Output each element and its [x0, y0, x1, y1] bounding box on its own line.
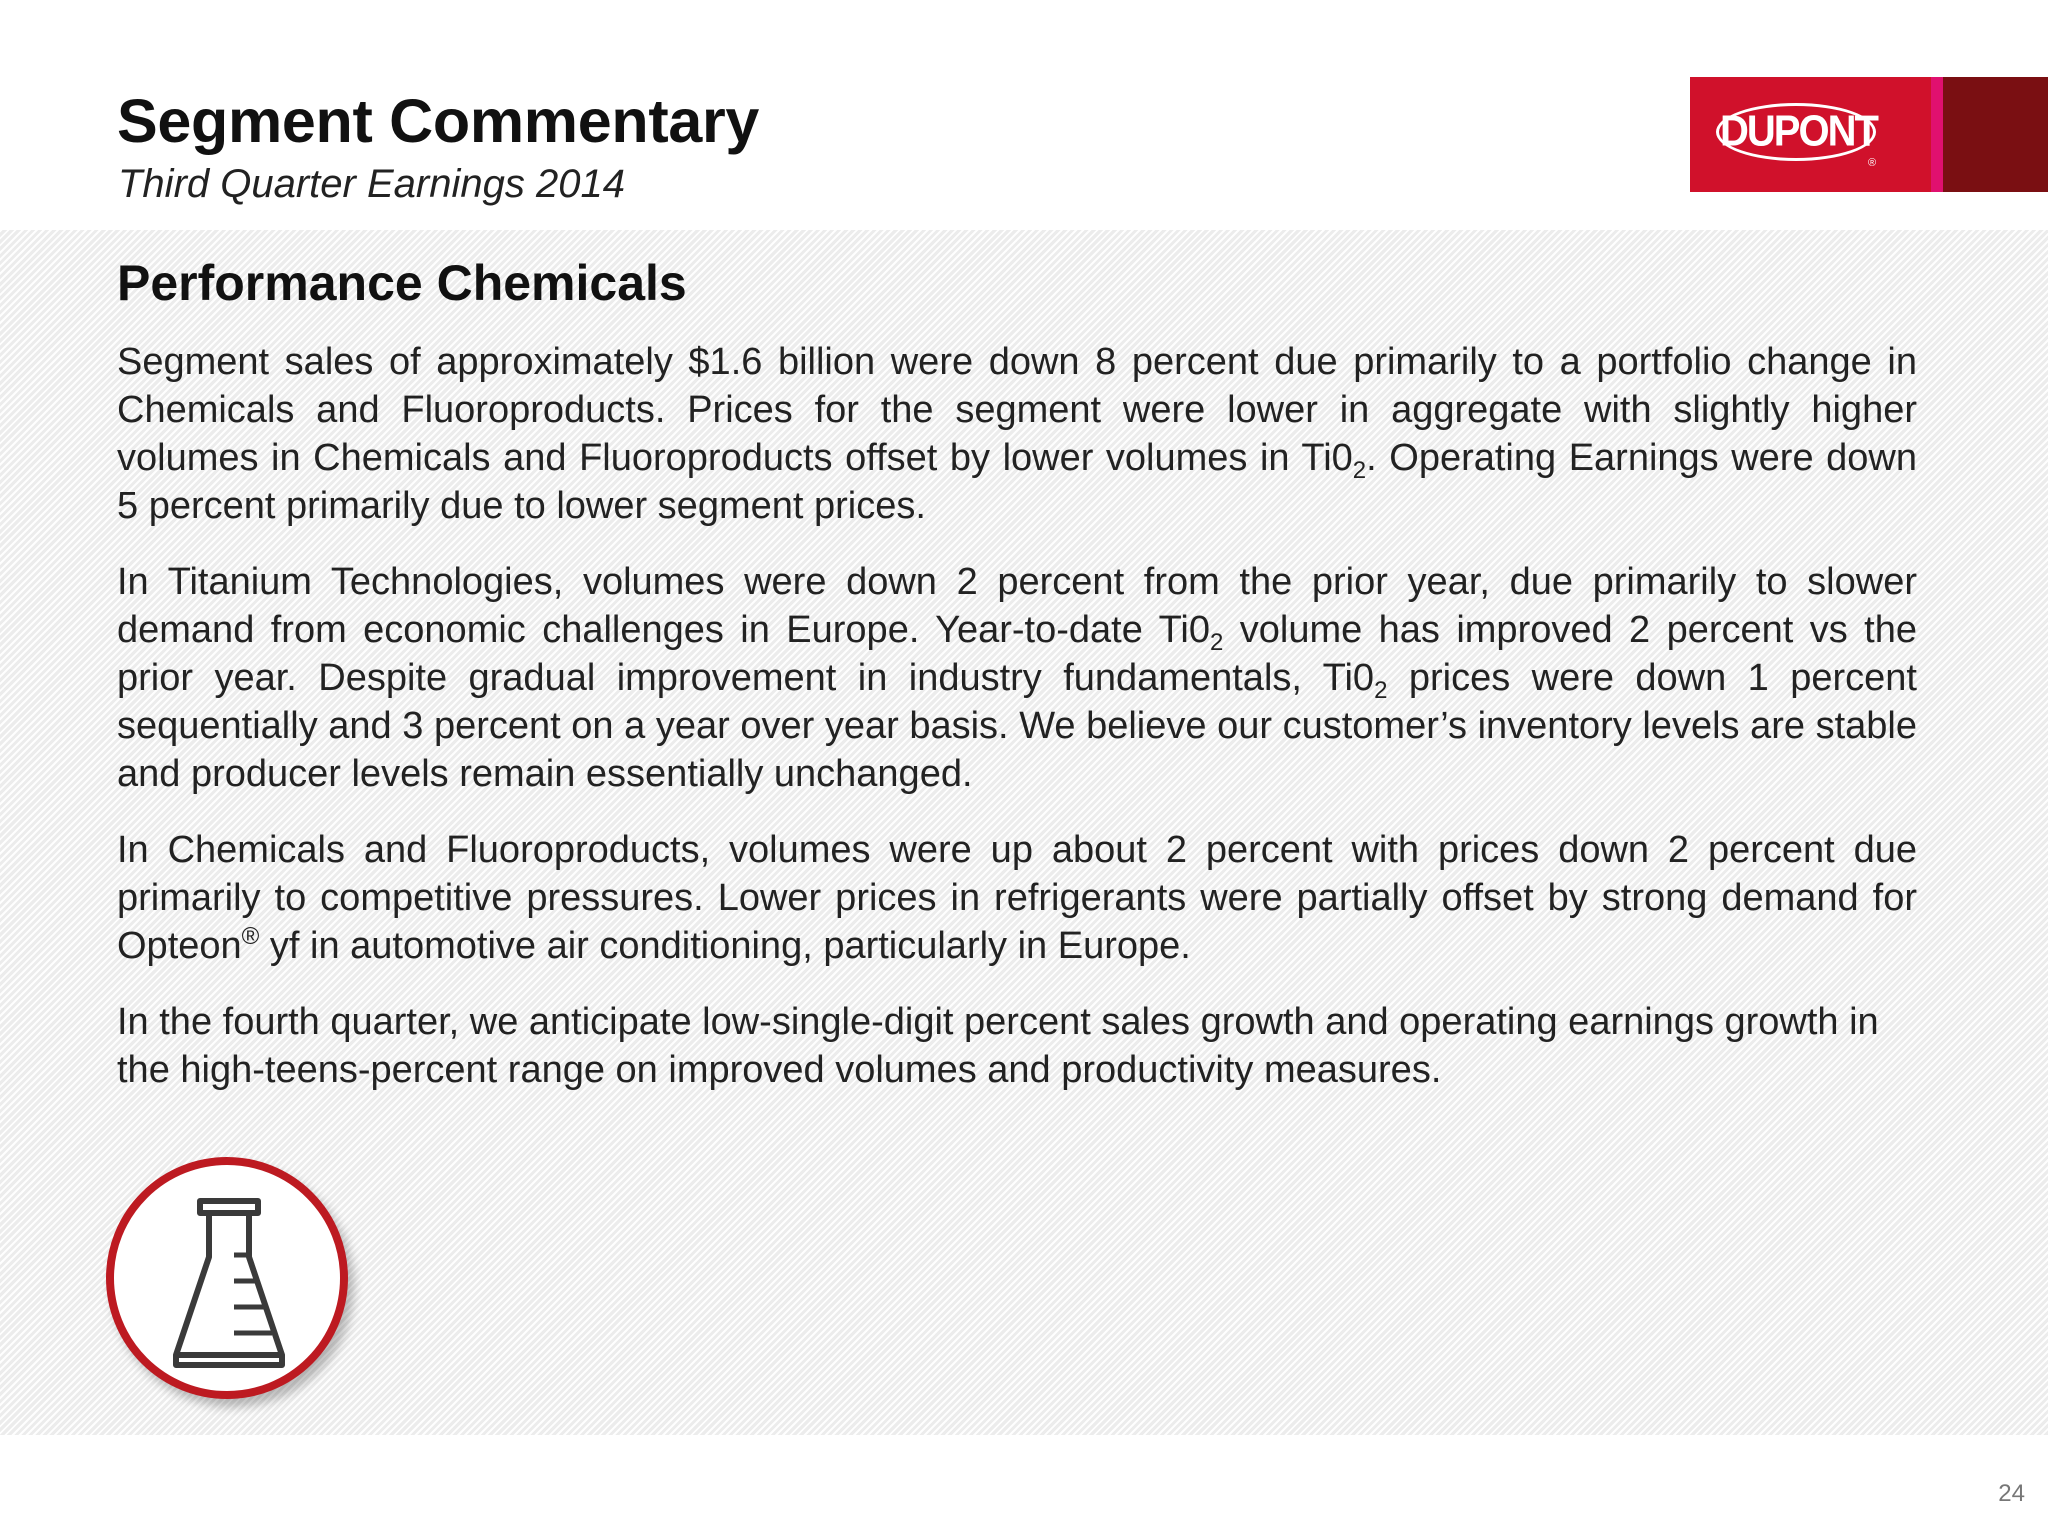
- section-heading: Performance Chemicals: [117, 255, 687, 311]
- slide-header: [0, 0, 2048, 230]
- page-number: 24: [1998, 1480, 2025, 1507]
- slide-subtitle: Third Quarter Earnings 2014: [118, 162, 625, 206]
- slide-title: Segment Commentary: [117, 87, 760, 155]
- logo-pink-stripe: [1931, 77, 1943, 192]
- paragraph-text: In Titanium Technologies, volumes were down 2 percent from the prior year, due primarily to slower demand from economic challenges in Europe. Year-to-date Ti0: [117, 561, 1917, 651]
- subscript: 2: [1374, 677, 1388, 704]
- paragraph-text: In Chemicals and Fluoroproducts, volumes were up about 2 percent with prices down 2 percent due primarily to competitive pressures. Lower prices in refrigerants were partially offset by strong demand for Opteon: [117, 829, 1917, 967]
- paragraph-text: prices were down 1 percent sequentially and 3 percent on a year over year basis. We believe our customer’s inventory levels are stable and producer levels remain essentially unchanged.: [117, 657, 1917, 795]
- paragraph-segment-sales: [117, 338, 1917, 530]
- paragraph-titanium-technologies: [117, 558, 1917, 798]
- paragraph-fourth-quarter-outlook: [117, 998, 1917, 1094]
- commentary-body: [117, 338, 1917, 1122]
- logo-registered-mark: ®: [1868, 157, 1877, 169]
- paragraph-text: Segment sales of approximately $1.6 billion were down 8 percent due primarily to a portfolio change in Chemicals and Fluoroproducts. Prices for the segment were lower in aggregate with slightly higher volumes in Chemicals and Fluoroproducts offset by lower volumes in Ti0: [117, 341, 1917, 479]
- flask-icon: [164, 1195, 294, 1375]
- paragraph-text: . Operating Earnings were down 5 percent primarily due to lower segment prices.: [117, 437, 1917, 527]
- logo-dark-panel: [1943, 77, 2048, 192]
- logo-wordmark: DUPONT: [1720, 106, 1877, 156]
- subscript: 2: [1209, 629, 1224, 656]
- flask-icon-badge: [106, 1157, 348, 1399]
- dupont-logo: [1690, 77, 2048, 192]
- paragraph-text: volume has improved 2 percent vs the prior year. Despite gradual improvement in industry fundamentals, Ti0: [117, 609, 1917, 699]
- registered-mark: ®: [241, 923, 260, 950]
- paragraph-chemicals-fluoroproducts: [117, 826, 1917, 970]
- subscript: 2: [1352, 457, 1367, 484]
- paragraph-text: yf in automotive air conditioning, particularly in Europe.: [259, 925, 1191, 967]
- paragraph-text: In the fourth quarter, we anticipate low-single-digit percent sales growth and operating earnings growth in the high-teens-percent range on improved volumes and productivity measures.: [117, 1001, 1879, 1091]
